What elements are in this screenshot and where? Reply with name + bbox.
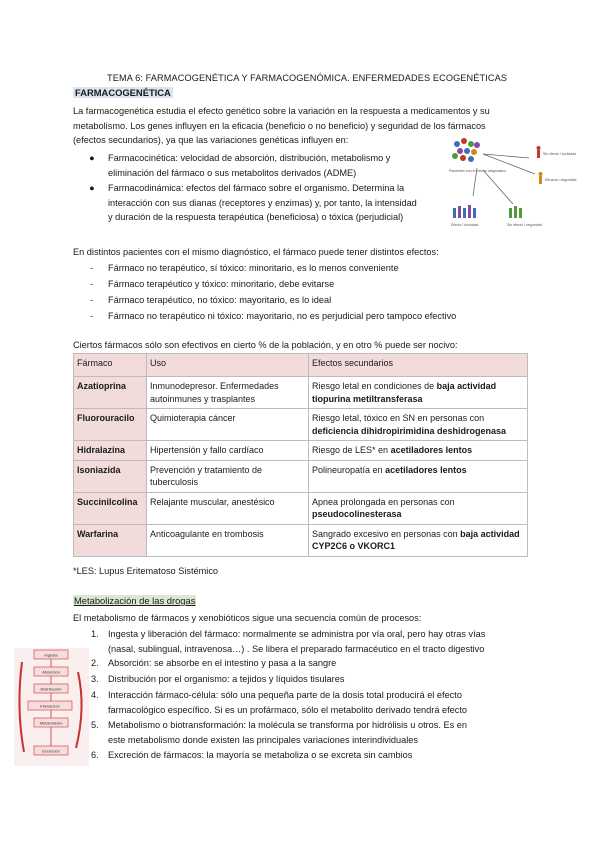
outcome-icon-2 (539, 172, 543, 184)
drug-use: Relajante muscular, anestésico (147, 492, 309, 524)
table-intro: Ciertos fármacos sólo son efectivos en cierto % de la población, y en otro % puede ser nocivo: (73, 340, 458, 350)
diagram-label: Ingesta (44, 652, 58, 658)
step-item (108, 672, 533, 687)
step-item (108, 627, 533, 656)
drug-use: Hipertensión y fallo cardíaco (147, 441, 309, 461)
drug-effect (309, 492, 528, 524)
effect-highlight: acetiladores lentos (385, 464, 467, 475)
effect-highlight: pseudocolinesterasa (312, 509, 402, 519)
patients-paragraph: En distintos pacientes con el mismo diagnóstico, el fármaco puede tener distintos efectos: (73, 247, 439, 257)
dash-symbol: - (90, 263, 94, 273)
drug-effect (309, 441, 528, 461)
drug-use: Quimioterapia cáncer (147, 409, 309, 441)
metabolism-intro: El metabolismo de fármacos y xenobióticos sigue una secuencia común de procesos: (73, 613, 422, 623)
table-header-efectos: Efectos secundarios (309, 354, 528, 377)
outcome-icon-1 (537, 146, 541, 158)
dash-item: Fármaco terapéutico, no tóxico: mayoritario, es lo ideal (108, 295, 332, 305)
effect-highlight: baja actividad tiopurina metiltransferasa (312, 381, 497, 404)
table-row (74, 460, 528, 492)
bullet-line: interacción con sus dianas (receptores y enzimas) y, por tanto, la intensidad (108, 197, 417, 208)
diagram-label: Metabolismo (39, 720, 63, 726)
figure-label-outcome2: Eficacia / seguridad (545, 178, 577, 182)
dash-symbol: - (90, 279, 94, 289)
step-item (108, 748, 533, 763)
drug-use: Inmunodepresor. Enfermedades autoinmunes y trasplantes (147, 377, 309, 409)
step-number: 4. (91, 690, 99, 700)
step-line: Distribución por el organismo: a tejidos y líquidos tisulares (108, 674, 345, 684)
step-line: farmacológico específico. Si es un profármaco, sólo el metabolito derivado tendrá efecto (108, 704, 468, 715)
drug-name: Azatioprina (74, 377, 147, 409)
table-row (74, 377, 528, 409)
effect-text: Sangrado excesivo en personas con (312, 528, 461, 539)
bullet-symbol: ● (89, 183, 95, 193)
effect-text: Riesgo letal, tóxico en SN en personas con (312, 413, 485, 423)
table-header-row (74, 354, 528, 377)
bullet-symbol: ● (89, 153, 95, 163)
bullet-line: eliminación del fármaco o sus metabolitos derivados (ADME) (108, 167, 357, 178)
bullet-line: y duración de la respuesta terapéutica (beneficiosa) o tóxica (perjudicial) (108, 212, 404, 222)
intro-line: (efectos secundarios), ya que las variaciones genéticas influyen en: (73, 135, 349, 145)
drug-use: Anticoagulante en trombosis (147, 524, 309, 556)
page-title: TEMA 6: FARMACOGENÉTICA Y FARMACOGENÓMICA. ENFERMEDADES ECOGENÉTICAS (107, 73, 508, 83)
step-number: 6. (91, 750, 99, 760)
dash-item: Fármaco no terapéutico, sí tóxico: minoritario, es lo menos conveniente (108, 263, 399, 273)
drug-name: Warfarina (74, 524, 147, 556)
table-row (74, 409, 528, 441)
drug-name: Fluorouracilo (74, 409, 147, 441)
effect-highlight: baja actividad CYP2C6 o VKORC1 (312, 528, 520, 551)
diagram-label: Absorción (42, 669, 60, 675)
bullet-farmacodinamica (108, 181, 417, 225)
dash-item: Fármaco no terapéutico ni tóxico: mayoritario, no es perjudicial pero tampoco efectivo (108, 311, 457, 321)
figure-label-outcome3: Efecto / toxicidad (451, 223, 479, 227)
effect-text: Riesgo letal en condiciones de (312, 381, 437, 391)
drug-use: Prevención y tratamiento de tuberculosis (147, 460, 309, 492)
bullet-farmacocinetica (108, 151, 390, 180)
pharmacogenetics-figure (447, 130, 577, 242)
drug-table (73, 353, 528, 557)
step-number: 5. (91, 720, 99, 730)
step-line: (nasal, sublingual, intravenosa…) . Se libera el preparado farmacéutico en el tracto digestivo (108, 643, 485, 654)
effect-text: Apnea prolongada en personas con (312, 496, 455, 507)
effect-highlight: acetiladores lentos (390, 445, 473, 455)
section-heading-metabolizacion: Metabolización de las drogas (74, 595, 196, 606)
step-line: Interacción fármaco-célula: sólo una pequeña parte de la dosis total producirá el efecto (108, 690, 462, 700)
table-footnote: *LES: Lupus Eritematoso Sistémico (73, 566, 219, 576)
step-item (108, 656, 533, 671)
intro-line: La farmacogenética estudia el efecto genético sobre la variación en la respuesta a medicamentos y su (73, 106, 490, 116)
figure-label-left: Pacientes con el mismo diagnóstico (449, 169, 507, 173)
table-row (74, 492, 528, 524)
table-row (74, 524, 528, 556)
figure-label-outcome4: Sin efecto / seguridad (507, 223, 542, 227)
metabolism-flow-diagram (14, 648, 89, 766)
drug-effect (309, 377, 528, 409)
effect-text: Riesgo de LES* en (312, 445, 391, 455)
step-number: 3. (91, 674, 99, 684)
step-line: Excreción de fármacos: la mayoría se metaboliza o se excreta sin cambios (108, 750, 413, 760)
step-item (108, 688, 533, 717)
dash-item: Fármaco terapéutico y tóxico: minoritario, debe evitarse (108, 279, 335, 289)
diagram-label: Excreción (42, 748, 60, 754)
diagram-label: Interacción (40, 703, 60, 709)
effect-text: Polineuropatía en (312, 464, 386, 475)
drug-effect (309, 460, 528, 492)
table-row (74, 441, 528, 461)
drug-name: Hidralazina (74, 441, 147, 461)
step-item (108, 718, 533, 747)
drug-name: Succinilcolina (74, 492, 147, 524)
step-line: Metabolismo o biotransformación: la molécula se transforma por hidrólisis u otros. Es en (108, 720, 467, 730)
drug-name: Isoniazida (74, 460, 147, 492)
intro-line: metabolismo. Los genes influyen en la eficacia (beneficio o no beneficio) y seguridad de los fármacos (73, 120, 486, 131)
bullet-line: Farmacodinámica: efectos del fármaco sobre el organismo. Determina la (108, 183, 405, 193)
drug-effect (309, 524, 528, 556)
table-header-farmaco: Fármaco (74, 354, 147, 377)
diagram-label: Distribución (40, 686, 62, 692)
figure-label-outcome1: Sin efecto / toxicidad (543, 152, 577, 156)
bullet-line: Farmacocinética: velocidad de absorción, distribución, metabolismo y (108, 153, 391, 163)
step-line: Absorción: se absorbe en el intestino y pasa a la sangre (108, 658, 337, 668)
dash-symbol: - (90, 295, 94, 305)
step-line: este metabolismo donde existen las principales variaciones interindividuales (108, 734, 418, 745)
step-number: 2. (91, 658, 99, 668)
table-header-uso: Uso (147, 354, 309, 377)
step-line: Ingesta y liberación del fármaco: normalmente se administra por vía oral, pero hay otras vías (108, 629, 486, 639)
dash-symbol: - (90, 311, 94, 321)
drug-effect (309, 409, 528, 441)
step-number: 1. (91, 629, 99, 639)
section-heading-farmacogenetica: FARMACOGENÉTICA (75, 87, 171, 98)
effect-highlight: deficiencia dihidropirimidina deshidrogenasa (312, 425, 507, 436)
